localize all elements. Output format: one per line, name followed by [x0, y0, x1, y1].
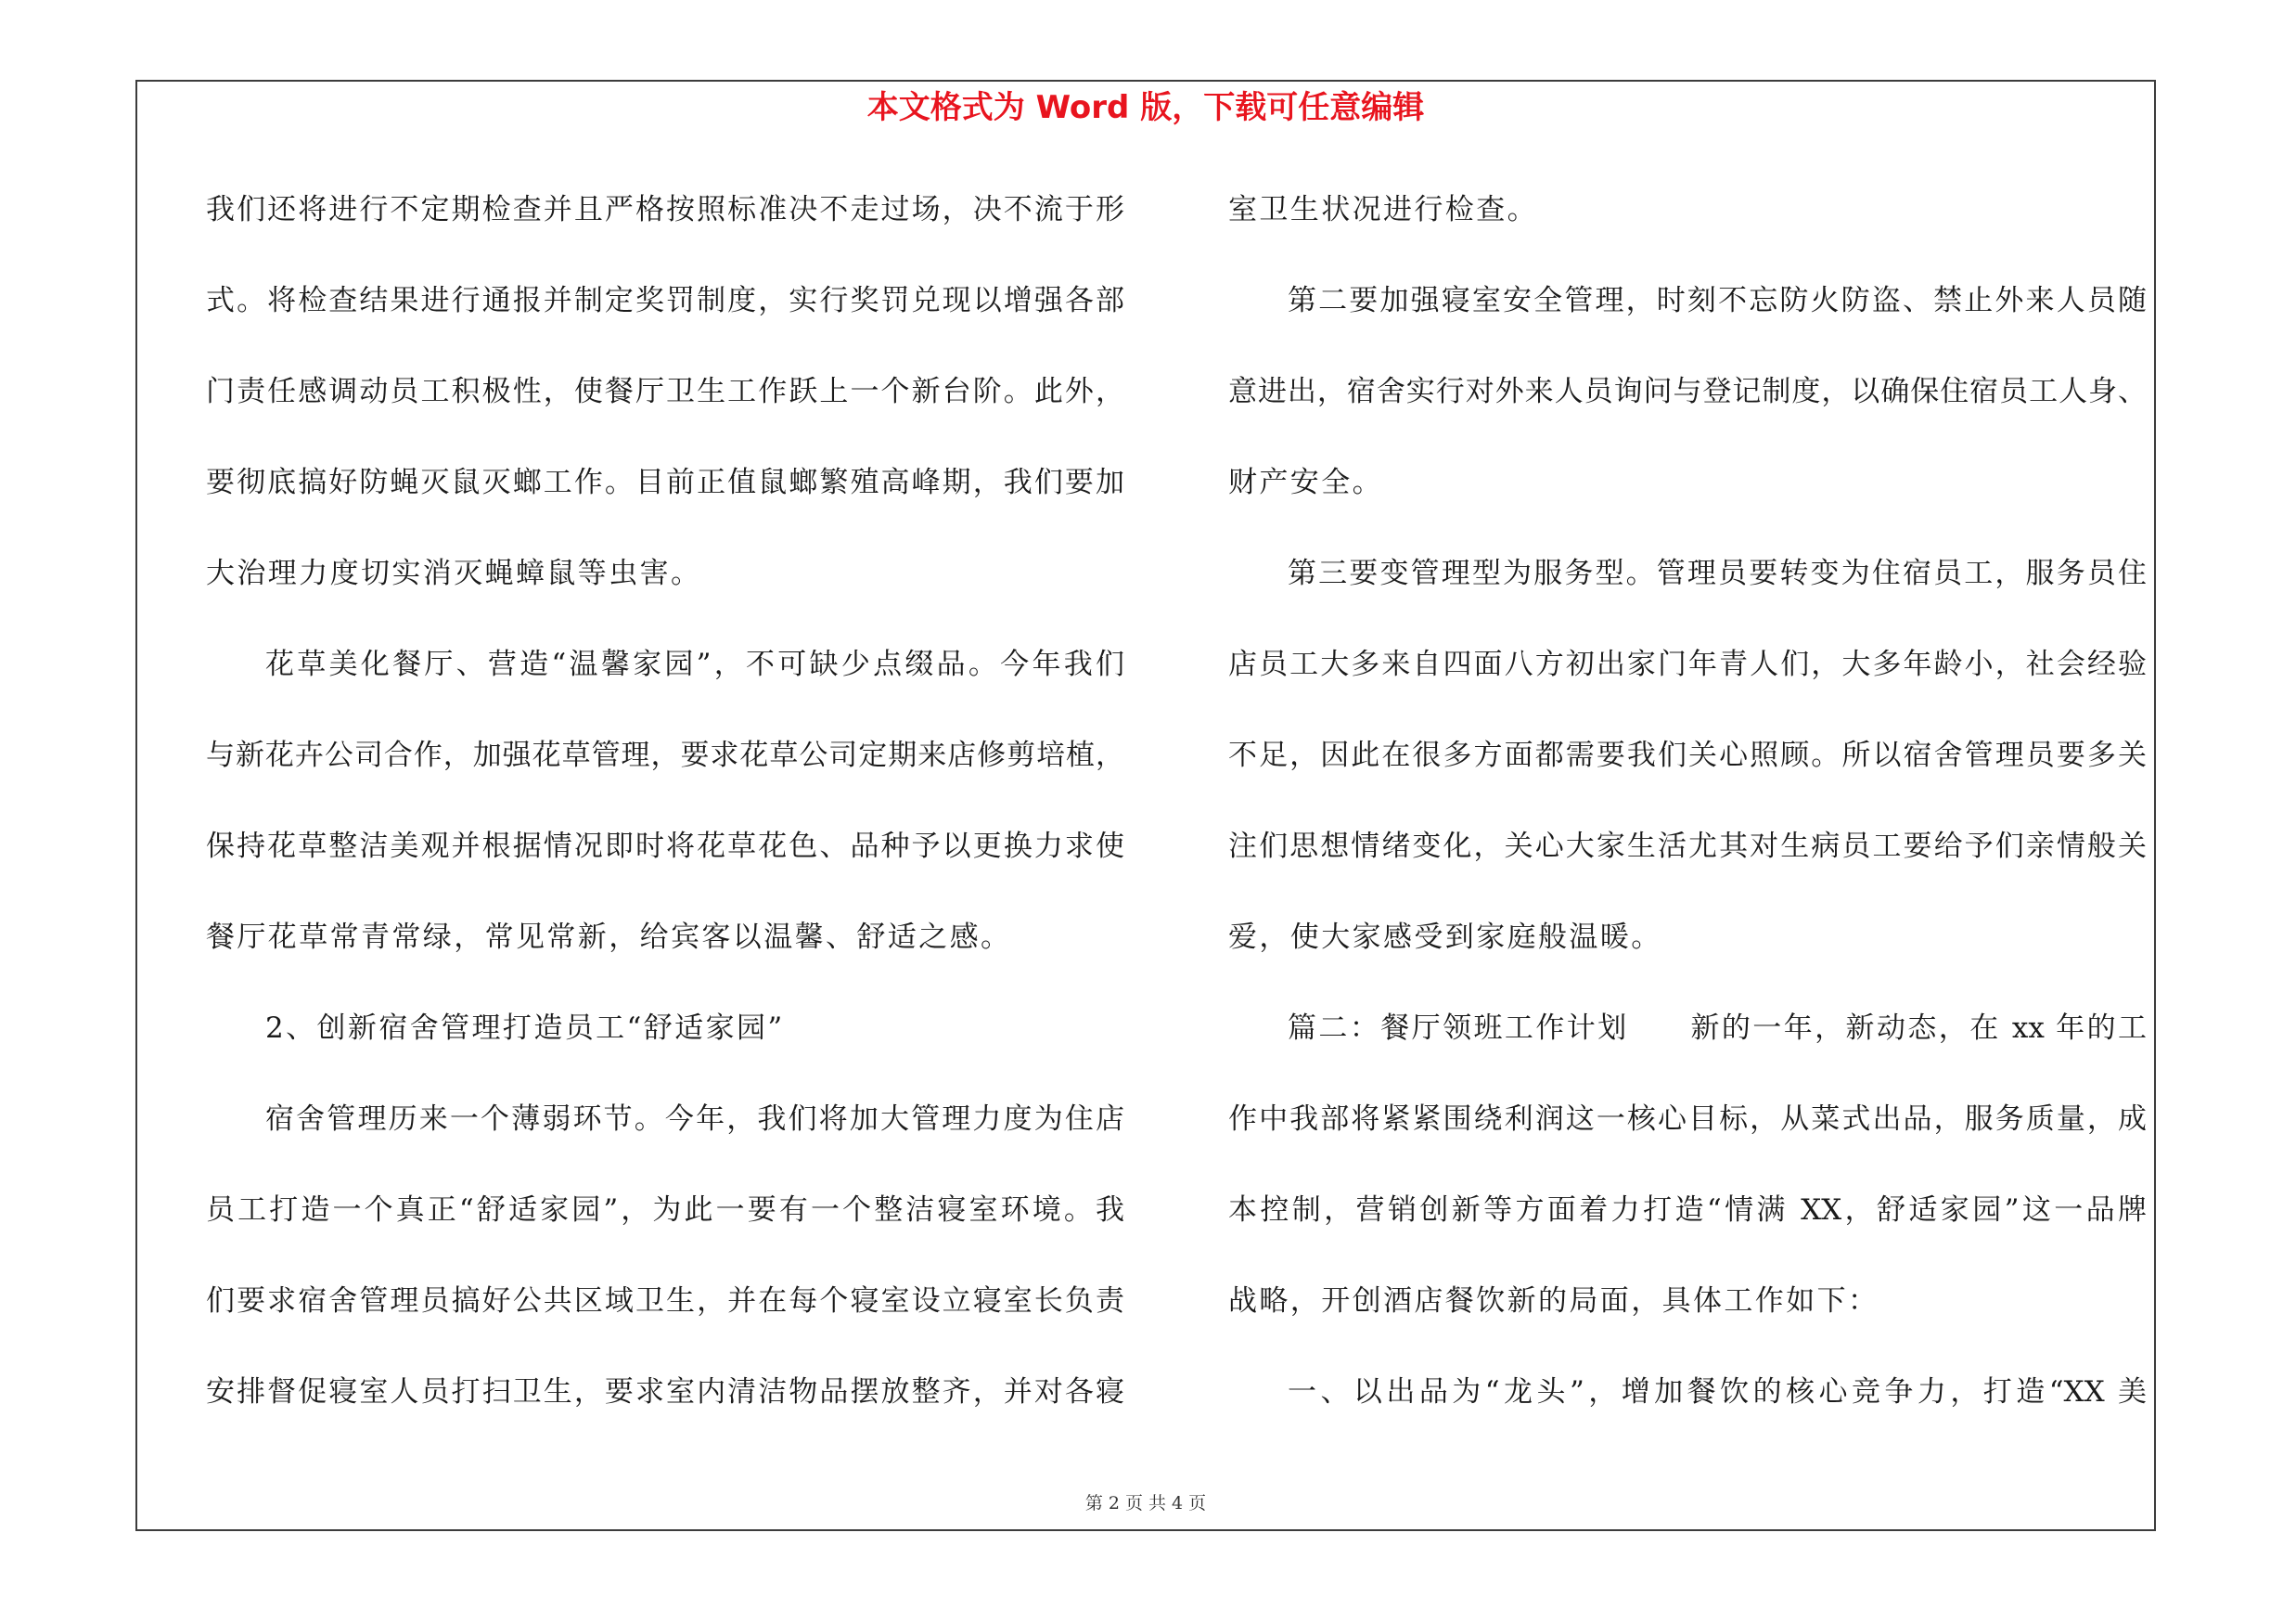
left-text-column	[206, 178, 1124, 1451]
text-line: 意进出，宿舍实行对外来人员询问与登记制度，以确保住宿员工人身、	[1228, 375, 2147, 408]
text-line: 宿舍管理历来一个薄弱环节。今年，我们将加大管理力度为住店	[265, 1102, 1124, 1136]
text-line: 与新花卉公司合作，加强花草管理，要求花草公司定期来店修剪培植，	[206, 739, 1124, 772]
text-line: 要彻底搞好防蝇灭鼠灭螂工作。目前正值鼠螂繁殖高峰期，我们要加	[206, 466, 1124, 499]
page-number-footer: 第 2 页 共 4 页	[1084, 1493, 1207, 1514]
text-line: 注们思想情绪变化，关心大家生活尤其对生病员工要给予们亲情般关	[1228, 830, 2147, 863]
text-line: 第三要变管理型为服务型。管理员要转变为住宿员工，服务员住	[1288, 557, 2147, 590]
text-line: 餐厅花草常青常绿，常见常新，给宾客以温馨、舒适之感。	[206, 921, 1012, 954]
text-line: 一、以出品为“龙头”，增加餐饮的核心竞争力，打造“XX 美	[1288, 1375, 2147, 1409]
text-line: 式。将检查结果进行通报并制定奖罚制度，实行奖罚兑现以增强各部	[206, 284, 1124, 317]
text-line: 门责任感调动员工积极性，使餐厅卫生工作跃上一个新台阶。此外，	[206, 375, 1124, 408]
text-line: 花草美化餐厅、营造“温馨家园”，不可缺少点缀品。今年我们	[265, 648, 1124, 681]
text-line: 我们还将进行不定期检查并且严格按照标准决不走过场，决不流于形	[206, 193, 1124, 226]
text-line: 不足，因此在很多方面都需要我们关心照顾。所以宿舍管理员要多关	[1228, 739, 2147, 772]
text-line: 篇二：餐厅领班工作计划 新的一年，新动态，在 xx 年的工	[1288, 1011, 2147, 1045]
text-line: 保持花草整洁美观并根据情况即时将花草花色、品种予以更换力求使	[206, 830, 1124, 863]
text-line: 室卫生状况进行检查。	[1228, 193, 1538, 226]
text-line: 们要求宿舍管理员搞好公共区域卫生，并在每个寝室设立寝室长负责	[206, 1284, 1124, 1318]
section-heading: 2、创新宿舍管理打造员工“舒适家园”	[265, 1011, 785, 1045]
text-line: 本控制，营销创新等方面着力打造“情满 XX，舒适家园”这一品牌	[1228, 1193, 2147, 1227]
text-line: 店员工大多来自四面八方初出家门年青人们，大多年龄小，社会经验	[1228, 648, 2147, 681]
word-format-banner: 本文格式为 Word 版，下载可任意编辑	[866, 89, 1425, 126]
text-line: 员工打造一个真正“舒适家园”，为此一要有一个整洁寝室环境。我	[206, 1193, 1124, 1227]
text-line: 战略，开创酒店餐饮新的局面，具体工作如下：	[1228, 1284, 1879, 1318]
text-line: 爱，使大家感受到家庭般温暖。	[1228, 921, 1662, 954]
text-line: 第二要加强寝室安全管理，时刻不忘防火防盗、禁止外来人员随	[1288, 284, 2147, 317]
text-line: 安排督促寝室人员打扫卫生，要求室内清洁物品摆放整齐，并对各寝	[206, 1375, 1124, 1409]
text-line: 大治理力度切实消灭蝇蟑鼠等虫害。	[206, 557, 702, 590]
right-text-column	[1228, 178, 2147, 1451]
text-line: 作中我部将紧紧围绕利润这一核心目标，从菜式出品，服务质量，成	[1228, 1102, 2147, 1136]
text-line: 财产安全。	[1228, 466, 1383, 499]
